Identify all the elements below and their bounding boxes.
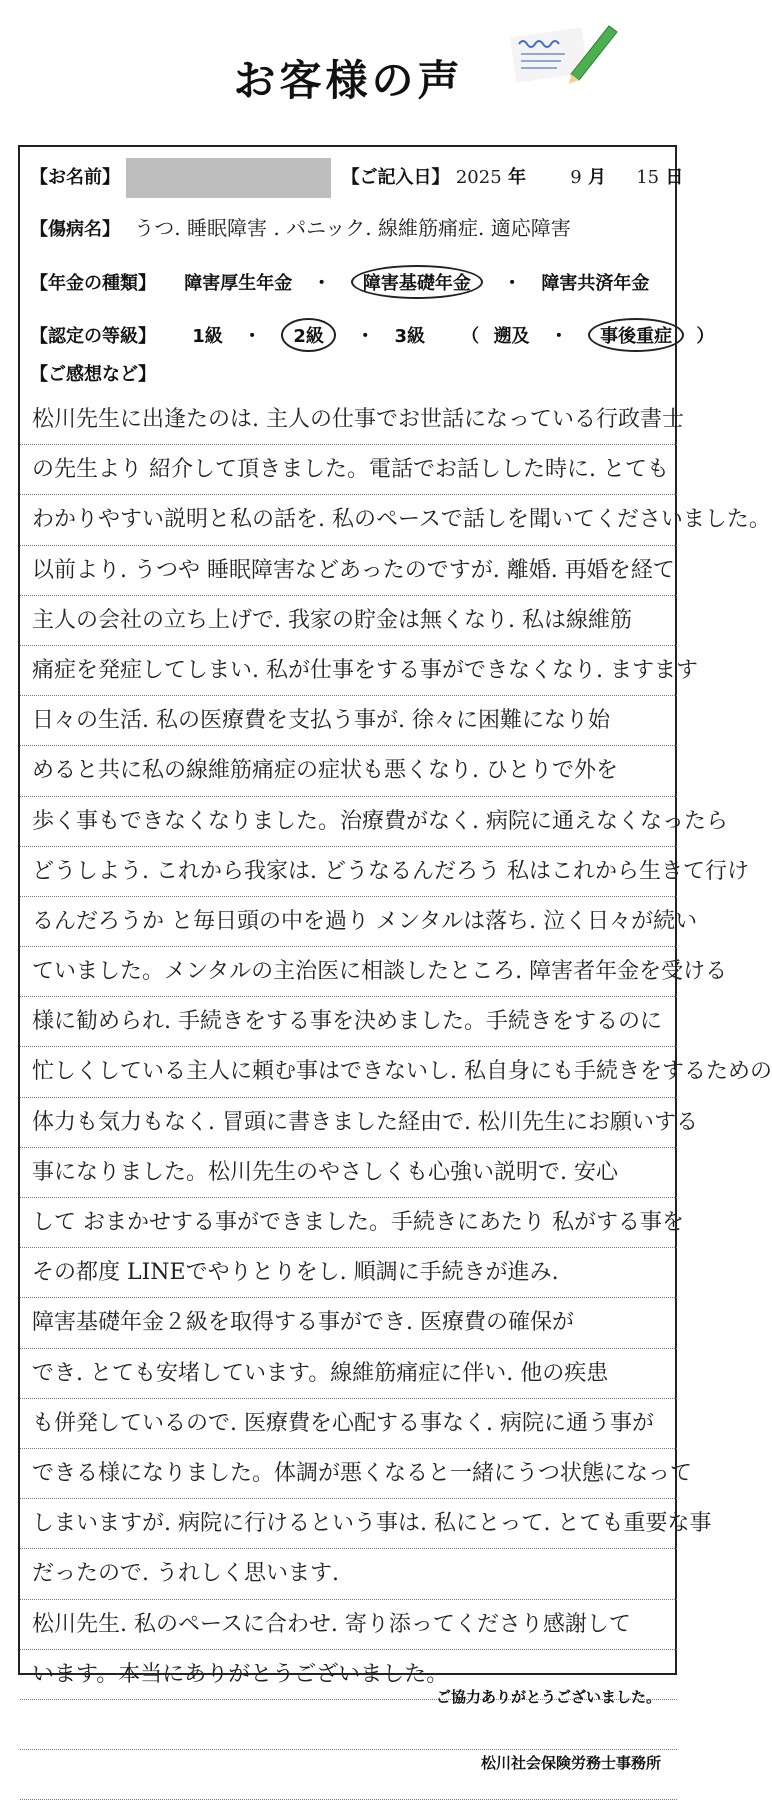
office-name: 松川社会保険労務士事務所 — [480, 1754, 661, 1772]
date-day: 15 — [636, 167, 660, 188]
impression-line: して おまかせする事ができました。手続きにあたり 私がする事を — [20, 1198, 677, 1248]
pension-option-kousei: 障害厚生年金 — [184, 273, 293, 294]
impression-line: 主人の会社の立ち上げで. 我家の貯金は無くなり. 私は線維筋 — [20, 596, 677, 646]
impression-line: しまいますが. 病院に行けるという事は. 私にとって. とても重要な事 — [20, 1499, 677, 1549]
pension-option-kiso: 障害基礎年金 — [351, 265, 483, 299]
impression-line: できる様になりました。体調が悪くなると一緒にうつ状態になって — [20, 1449, 677, 1499]
grade-option-3: 3級 — [394, 326, 425, 347]
impression-line: わかりやすい説明と私の話を. 私のペースで話しを聞いてくださいました。 — [20, 495, 677, 545]
diagnosis-row — [30, 212, 571, 241]
diagnosis-label: 【傷病名】 — [30, 219, 120, 240]
pension-label: 【年金の種類】 — [30, 273, 156, 294]
impression-line: どうしよう. これから我家は. どうなるんだろう 私はこれから生きて行け — [20, 847, 677, 897]
grade-row: 【認定の等級】 1級 ・ 2級 ・ 3級 （ 遡及 ・ 事後重症 ） — [30, 318, 714, 352]
impression-line: 事になりました。松川先生のやさしくも心強い説明で. 安心 — [20, 1148, 677, 1198]
impressions-label: 【ご感想など】 — [30, 364, 156, 385]
impression-line: います。本当にありがとうございました。 — [20, 1650, 677, 1700]
pencil-memo-icon — [505, 18, 625, 88]
date-month: 9 — [570, 167, 582, 188]
post-option: 事後重症 — [588, 318, 684, 352]
impression-line: ていました。メンタルの主治医に相談したところ. 障害者年金を受ける — [20, 947, 677, 997]
grade-option-2: 2級 — [281, 318, 336, 352]
impressions-body — [20, 395, 772, 1800]
diagnosis-value: うつ. 睡眠障害 . パニック. 線維筋痛症. 適応障害 — [134, 216, 571, 240]
name-label: 【お名前】 — [30, 167, 120, 188]
impression-line: だったので. うれしく思います. — [20, 1549, 677, 1599]
impression-line: 松川先生. 私のペースに合わせ. 寄り添ってくださり感謝して — [20, 1600, 677, 1650]
impression-line: その都度 LINEでやりとりをし. 順調に手続きが進み. — [20, 1248, 677, 1298]
name-redacted — [126, 158, 331, 198]
page-title: お客様の声 — [233, 56, 464, 105]
impression-line: も併発しているので. 医療費を心配する事なく. 病院に通う事が — [20, 1399, 677, 1449]
date-day-unit: 日 — [665, 167, 684, 188]
retro-option: 遡及 — [493, 326, 530, 347]
impression-line: るんだろうか と毎日頭の中を過り メンタルは落ち. 泣く日々が続い — [20, 897, 677, 947]
impression-line: めると共に私の線維筋痛症の症状も悪くなり. ひとりで外を — [20, 746, 677, 796]
impression-line: 松川先生に出逢たのは. 主人の仕事でお世話になっている行政書士 — [20, 395, 677, 445]
impression-line: 様に勧められ. 手続きをする事を決めました。手続きをするのに — [20, 997, 677, 1047]
grade-label: 【認定の等級】 — [30, 326, 156, 347]
impression-line: でき. とても安堵しています。線維筋痛症に伴い. 他の疾患 — [20, 1349, 677, 1399]
impression-line — [20, 1700, 677, 1750]
impression-line: 障害基礎年金２級を取得する事ができ. 医療費の確保が — [20, 1298, 677, 1348]
impression-line: 体力も気力もなく. 冒頭に書きました経由で. 松川先生にお願いする — [20, 1098, 677, 1148]
date-label: 【ご記入日】 — [341, 167, 450, 188]
name-date-row — [30, 158, 683, 198]
impression-line: 歩く事もできなくなりました。治療費がなく. 病院に通えなくなったら — [20, 797, 677, 847]
grade-option-1: 1級 — [192, 326, 223, 347]
pension-row: 【年金の種類】 障害厚生年金 ・ 障害基礎年金 ・ 障害共済年金 — [30, 265, 649, 299]
date-year: 2025 — [455, 167, 502, 188]
impression-line: 忙しくしている主人に頼む事はできないし. 私自身にも手続きをするための — [20, 1047, 677, 1097]
impression-line: の先生より 紹介して頂きました。電話でお話しした時に. とても — [20, 445, 677, 495]
impression-line: 日々の生活. 私の医療費を支払う事が. 徐々に困難になり始 — [20, 696, 677, 746]
date-month-unit: 月 — [587, 167, 606, 188]
date-year-unit: 年 — [507, 167, 526, 188]
impression-line: 痛症を発症してしまい. 私が仕事をする事ができなくなり. ますます — [20, 646, 677, 696]
thanks-note: ご協力ありがとうございました。 — [435, 1688, 661, 1706]
impression-line: 以前より. うつや 睡眠障害などあったのですが. 離婚. 再婚を経て — [20, 546, 677, 596]
pension-option-kyosai: 障害共済年金 — [541, 273, 650, 294]
